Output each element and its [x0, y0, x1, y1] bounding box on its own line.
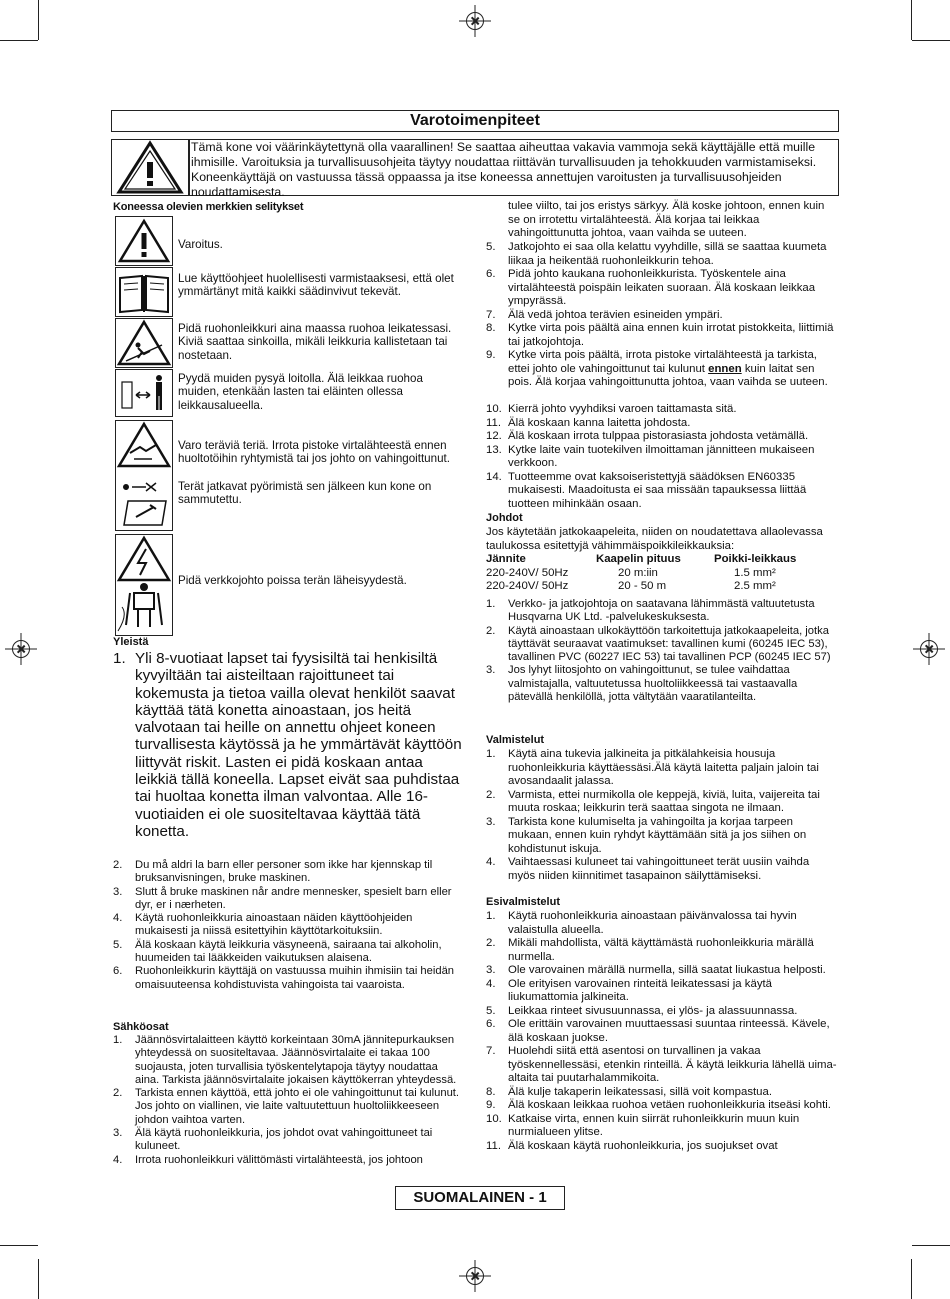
symbols-heading: Koneessa olevien merkkien selitykset [113, 201, 304, 213]
symbol-text-bystanders: Pyydä muiden pysyä loitolla. Älä leikkaa ruohoa muiden, etenkään lasten tai eläinten ollessa leikkausalueella. [178, 372, 423, 412]
list-item: 1. Käytä aina tukevia jalkineita ja pitkälahkeisia housuja ruohonleikkuria käyttäessäsi.Älä käytä laitetta paljain jaloin tai avosandaalit jalassa. [486, 748, 819, 787]
list-item: 4. Käytä ruohonleikkuria ainoastaan näiden käyttöohjeiden mukaisesti ja niissä esitettyihin käyttötarkoituksiin. [113, 912, 413, 938]
table-row: 220-240V/ 50Hz 20 m:iin 1.5 mm² [486, 566, 776, 579]
warning-triangle-icon [115, 216, 173, 266]
electric-cable-icon [115, 534, 173, 636]
crop-mark [38, 0, 39, 40]
table-header: Kaapelin pituus [596, 553, 681, 565]
list-item: 2. Käytä ainoastaan ulkokäyttöön tarkoitettuja jatkokaapeleita, jotka täyttävät seuraavat vaatimukset: tavallinen kumi (60245 IEC 53), tavallinen PVC (60227 IEC 53) tai tavallinen PCP (60245 IEC 57) [486, 624, 831, 664]
list-item: 2. Varmista, ettei nurmikolla ole keppejä, kiviä, luita, vaijereita tai muuta roskaa; leikkurin terä saattaa singota ne ilmaan. [486, 788, 820, 814]
table-header: Jännite [486, 553, 526, 565]
registration-mark-icon [466, 12, 484, 30]
section-heading-sahkoosat: Sähköosat [113, 1021, 169, 1033]
list-item: 6. Ole erittäin varovainen muuttaessasi suuntaa rinteessä. Kävele, älä koskaan juokse. [486, 1018, 830, 1044]
symbol-text-warning: Varoitus. [178, 238, 223, 251]
list-item: 8. Älä kulje takaperin leikatessasi, sillä voit kompastua. [486, 1085, 773, 1098]
list-item: 6. Pidä johto kaukana ruohonleikkurista. Työskentele aina virtalähteestä poispäin leikaten suoraan. Älä koskaan leikkaa ympyrässä. [486, 268, 816, 307]
crop-mark [0, 1245, 38, 1246]
list-item: 5. Älä koskaan käytä leikkuria väsyneenä, sairaana tai alkoholin, huumeiden tai lääkkeiden vaikutuksen alaisena. [113, 938, 442, 965]
crop-mark [912, 1245, 950, 1246]
list-item: 1. Verkko- ja jatkojohtoja on saatavana lähimmästä valtuutetusta Husqvarna UK Ltd. -palvelukeskuksesta. [486, 598, 815, 624]
sahkoosat-item4-continued: tulee viilto, tai jos eristys särkyy. Älä koske johtoon, ennen kuin se on irrotettu virtalähteestä. Älä korjaa tai leikkaa vahingoittunutta johtoa, vaan vaihda se uuteen. [508, 200, 825, 239]
slope-fall-icon [115, 318, 173, 368]
list-item: 5. Leikkaa rinteet sivusuunnassa, ei ylös- ja alassuunnassa. [486, 1004, 798, 1017]
manual-book-icon [115, 267, 173, 317]
list-item: 3. Jos lyhyt liitosjohto on vahingoittunut, se tulee vaihdattaa valmistajalla, valtuutetussa huoltoliikkeessä tai vastaavalla pätevällä henkilöllä, jotta vältytään vaaratilanteilta. [486, 664, 798, 704]
page-title: Varotoimenpiteet [111, 110, 839, 132]
bystander-distance-icon [115, 369, 173, 417]
list-item: 9. Kytke virta pois päältä, irrota pistoke virtalähteestä ja tarkista, ettei johto ole vahingoittunut tai kulunut ennen kuin laitat sen pois. Älä korjaa vahingoittunutta johtoa, vaan vaihda se uuteen. [486, 349, 828, 388]
list-item: 7. Älä vedä johtoa terävien esineiden ympäri. [486, 308, 723, 321]
list-item: 1. Käytä ruohonleikkuria ainoastaan päivänvalossa tai hyvin valaistulla alueella. [486, 910, 797, 936]
valmistelut-list [486, 748, 838, 883]
list-item: 2. Du må aldri la barn eller personer som ikke har kjennskap til bruksanvisningen, bruke maskinen. [113, 859, 433, 885]
registration-mark-icon [12, 640, 30, 658]
johdot-list [486, 598, 838, 704]
intro-text: Tämä kone voi väärinkäytettynä olla vaarallinen! Se saattaa aiheuttaa vakavia vammoja sekä käyttäjälle että muille ihmisille. Varoituksia ja turvallisuusohjeita täytyy noudattaa riittävän turvallisuuden ja tehokkuuden varmistamiseksi. Koneenkäyttäjä on vastuussa tässä oppaassa ja itse koneessa annettujen varoitusten ja turvallisuusohjeiden noudattamisesta. [189, 139, 839, 196]
section-heading-valmistelut: Valmistelut [486, 734, 545, 746]
symbol-text-manual: Lue käyttöohjeet huolellisesti varmistaaksesi, että olet ymmärtänyt mitä kaikki säädinvivut tekevät. [178, 272, 454, 299]
crop-mark [912, 40, 950, 41]
table-header: Poikki-leikkaus [714, 553, 797, 565]
list-item: 13. Kytke laite vain tuotekilven ilmoittaman jännitteen mukaiseen verkkoon. [486, 443, 815, 469]
list-item: 5. Jatkojohto ei saa olla kelattu vyyhdille, sillä se saattaa kuumeta liikaa ja heikentää ruohonleikkurin tehoa. [486, 241, 827, 267]
list-item: 14. Tuotteemme ovat kaksoiseristettyjä säädöksen EN60335 mukaisesti. Maadoitusta ei saa missään tapauksessa liittää tuotteen mihinkään osaan. [486, 470, 807, 510]
sahkoosat-list-right [486, 241, 838, 390]
registration-mark-icon [920, 640, 938, 658]
registration-mark-icon [466, 1267, 484, 1285]
list-item: 11. Älä koskaan käytä ruohonleikkuria, jos suojukset ovat [486, 1139, 778, 1152]
sahkoosat-list-right2 [486, 403, 838, 511]
esivalmistelut-list [486, 910, 838, 1153]
symbol-text-rotation: Terät jatkavat pyörimistä sen jälkeen kun kone on sammutettu. [178, 480, 432, 507]
sahkoosat-list [113, 1034, 465, 1167]
page-footer: SUOMALAINEN - 1 [395, 1186, 565, 1210]
list-item: 4. Vaihtaessasi kuluneet tai vahingoittuneet terät uusiin vaihda myös niiden kiinnitimet tasapainon säilyttämiseksi. [486, 856, 810, 882]
list-item: 2. Mikäli mahdollista, vältä käyttämästä ruohonleikkuria märällä nurmella. [486, 937, 814, 963]
symbol-text-blades: Varo teräviä teriä. Irrota pistoke virtalähteestä ennen huoltotöihin ryhtymistä tai jos johto on vahingoittunut. [178, 439, 450, 466]
crop-mark [911, 1259, 912, 1299]
list-item: 4. Irrota ruohonleikkuri välittömästi virtalähteestä, jos johtoon [113, 1153, 423, 1166]
list-item: 10. Kierrä johto vyyhdiksi varoen taittamasta sitä. [486, 403, 737, 415]
cable-table [486, 553, 834, 594]
crop-mark [911, 0, 912, 40]
list-item: 1. Yli 8-vuotiaat lapset tai fyysisiltä tai henkisiltä kyvyiltään tai aisteiltaan rajoittuneet tai kokemusta ja tietoa vailla olevat henkilöt saavat käyttää tätä konetta ainoastaan, jos heitä valvotaan tai heille on annettu ohjeet koneen turvallisesta käytössä ja he ymmärtävät käyttöön liittyvät riskit. Lasten ei pidä koskaan antaa leikkiä tällä koneella. Lapset eivät saa puhdistaa tai huoltaa konetta ilman valvontaa. Alle 16-vuotiaiden ei ole suositeltavaa käyttää tätä konetta. [113, 650, 462, 840]
table-row: 220-240V/ 50Hz 20 - 50 m 2.5 mm² [486, 580, 776, 592]
sharp-blades-icon [115, 420, 173, 531]
warning-triangle-icon [111, 139, 189, 196]
list-item: 3. Ole varovainen märällä nurmella, sillä saatat liukastua helposti. [486, 964, 826, 976]
list-item: 8. Kytke virta pois päältä aina ennen kuin irrotat pistokkeita, liittimiä tai jatkojohtoja. [486, 322, 834, 348]
list-item: 3. Tarkista kone kulumiselta ja vahingoilta ja korjaa tarpeen mukaan, ennen kuin ryhdyt käyttämään sitä ja jos siihen on kohdistunut iskuja. [486, 815, 807, 855]
list-item: 4. Ole erityisen varovainen rinteitä leikatessasi ja käytä liukumattomia jalkineita. [486, 977, 773, 1003]
section-heading-yleista: Yleistä [113, 636, 149, 648]
yleista-list [113, 650, 465, 840]
list-item: 7. Huolehdi siitä että asentosi on turvallinen ja vakaa työskennellessäsi, etenkin rinteillä. Ä käytä leikkuria lähellä uima-altaita tai puutarhalammikoita. [486, 1045, 837, 1084]
section-heading-esivalmistelut: Esivalmistelut [486, 896, 560, 908]
list-item: 6. Ruohonleikkurin käyttäjä on vastuussa muihin ihmisiin tai heidän omaisuuteensa kohdistuvista vahingoista tai vaaroista. [113, 965, 455, 991]
list-item: 3. Slutt å bruke maskinen når andre mennesker, spesielt barn eller dyr, er i nærheten. [113, 885, 452, 911]
list-item: 1. Jäännösvirtalaitteen käyttö korkeintaan 30mA jännitepurkauksen yhteydessä on suositeltavaa. Jäännösvirtalaite ei takaa 100 suojausta, joten turvallisia työskentelytapoja täytyy noudattaa aina. Tarkista jäännösvirtalaite jokaisen käyttökerran yhteydessä. [113, 1034, 457, 1086]
crop-mark [38, 1259, 39, 1299]
list-item: 11. Älä koskaan kanna laitetta johdosta. [486, 416, 691, 429]
list-item: 2. Tarkista ennen käyttöä, että johto ei ole vahingoittunut tai kulunut. Jos johto on viallinen, vie laite valtuutettuun huoltoliikkeeseen johdon vaihtoa varten. [113, 1087, 460, 1126]
list-item: 3. Älä käytä ruohonleikkuria, jos johdot ovat vahingoittuneet tai kuluneet. [113, 1127, 433, 1153]
list-item: 10. Katkaise virta, ennen kuin siirrät ruhonleikkurin muun kuin nurmialueen ylitse. [486, 1112, 800, 1138]
symbol-text-slope: Pidä ruohonleikkuri aina maassa ruohoa leikatessasi. Kiviä saattaa sinkoilla, mikäli leikkuria kallistetaan tai nostetaan. [178, 322, 452, 362]
list-item: 12. Älä koskaan irrota tulppaa pistorasiasta johdosta vetämällä. [486, 430, 809, 442]
crop-mark [0, 40, 38, 41]
list-item: 9. Älä koskaan leikkaa ruohoa vetäen ruohonleikkuria itseäsi kohti. [486, 1099, 831, 1111]
symbol-text-cable: Pidä verkkojohto poissa terän läheisyydestä. [178, 574, 407, 587]
section-heading-johdot: Johdot [486, 512, 523, 524]
yleista-list-small [113, 859, 465, 992]
johdot-text: Jos käytetään jatkokaapeleita, niiden on noudatettava allaolevassa taulukossa esitettyjä vähimmäispoikkileikkauksia: [486, 526, 823, 552]
